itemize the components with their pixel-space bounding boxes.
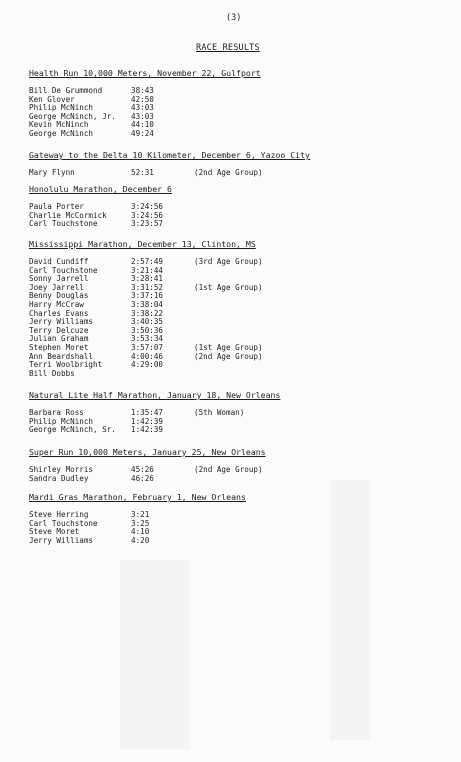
race-section bbox=[29, 492, 449, 545]
runner-name: Kevin McNinch bbox=[29, 120, 89, 130]
result-row bbox=[29, 466, 449, 475]
runner-name: Terry Delcuze bbox=[29, 325, 89, 335]
result-row bbox=[29, 475, 449, 484]
runner-time: 38:43 bbox=[131, 86, 154, 95]
results-list bbox=[29, 409, 449, 435]
result-row bbox=[29, 537, 449, 546]
result-row bbox=[29, 220, 449, 229]
runner-time: 3:31:52 bbox=[131, 282, 164, 292]
race-heading: Mississippi Marathon, December 13, Clinton, MS bbox=[29, 239, 256, 249]
runner-name: Philip McNinch bbox=[29, 416, 94, 426]
race-heading: Natural Lite Half Marathon, January 18, New Orleans bbox=[29, 390, 281, 400]
runner-name: George McNinch, Jr. bbox=[29, 111, 116, 121]
result-row bbox=[29, 318, 449, 327]
result-row bbox=[29, 301, 449, 310]
result-row bbox=[29, 426, 449, 435]
runner-time: 43:03 bbox=[131, 103, 154, 113]
runner-time: 4:00:46 bbox=[131, 351, 164, 361]
race-section bbox=[29, 184, 449, 229]
runner-name: George McNinch, Sr. bbox=[29, 425, 116, 435]
race-section bbox=[29, 68, 449, 139]
runner-name: Carl Touchstone bbox=[29, 219, 98, 229]
runner-name: Harry McCraw bbox=[29, 299, 84, 309]
runner-name: Sonny Jarrell bbox=[29, 274, 89, 284]
race-heading: Gateway to the Delta 10 Kilometer, December 6, Yazoo City bbox=[29, 150, 310, 160]
runner-name: Steve Herring bbox=[29, 510, 89, 519]
race-section bbox=[29, 390, 449, 435]
runner-time: 3:38:04 bbox=[131, 299, 164, 309]
runner-time: 3:53:34 bbox=[131, 334, 164, 344]
runner-name: Benny Douglas bbox=[29, 291, 89, 301]
runner-time: 3:28:41 bbox=[131, 274, 164, 284]
runner-name: Bill De Grummond bbox=[29, 86, 103, 95]
runner-note: (1st Age Group) bbox=[194, 342, 263, 352]
runner-time: 46:26 bbox=[131, 473, 154, 483]
runner-note: (2nd Age Group) bbox=[194, 465, 263, 474]
runner-time: 42:50 bbox=[131, 94, 154, 104]
runner-note: (2nd Age Group) bbox=[194, 351, 263, 361]
runner-time: 3:40:35 bbox=[131, 317, 164, 327]
runner-note: (5th Woman) bbox=[194, 408, 245, 417]
runner-time: 1:42:39 bbox=[131, 425, 164, 435]
runner-time: 3:57:07 bbox=[131, 342, 164, 352]
race-section bbox=[29, 239, 449, 378]
runner-name: Carl Touchstone bbox=[29, 518, 98, 528]
runner-time: 3:38:22 bbox=[131, 308, 164, 318]
results-list bbox=[29, 169, 449, 178]
runner-name: Barbara Ross bbox=[29, 408, 84, 417]
runner-time: 4:29:00 bbox=[131, 360, 164, 370]
runner-name: Sandra Dudley bbox=[29, 473, 89, 483]
result-row bbox=[29, 130, 449, 139]
runner-time: 4:20 bbox=[131, 535, 150, 545]
runner-name: Carl Touchstone bbox=[29, 265, 98, 275]
runner-name: Philip McNinch bbox=[29, 103, 94, 113]
runner-time: 3:25 bbox=[131, 518, 150, 528]
race-heading: Honolulu Marathon, December 6 bbox=[29, 184, 172, 194]
runner-name: Steve Moret bbox=[29, 527, 80, 537]
page-number: (3) bbox=[226, 13, 242, 23]
results-list bbox=[29, 511, 449, 545]
race-heading: Mardi Gras Marathon, February 1, New Orleans bbox=[29, 492, 246, 502]
result-row bbox=[29, 327, 449, 336]
runner-time: 52:31 bbox=[131, 168, 154, 177]
results-list bbox=[29, 87, 449, 139]
runner-time: 43:03 bbox=[131, 111, 154, 121]
runner-name: Jerry Williams bbox=[29, 317, 94, 327]
runner-name: Jerry Williams bbox=[29, 535, 94, 545]
race-section bbox=[29, 447, 449, 483]
race-heading: Health Run 10,000 Meters, November 22, Gulfport bbox=[29, 68, 261, 78]
result-row bbox=[29, 370, 449, 379]
results-list bbox=[29, 466, 449, 483]
runner-name: Ann Beardshall bbox=[29, 351, 94, 361]
runner-name: Shirley Morris bbox=[29, 465, 94, 474]
runner-time: 2:57:49 bbox=[131, 257, 164, 266]
runner-time: 3:21:44 bbox=[131, 265, 164, 275]
runner-time: 3:24:56 bbox=[131, 210, 164, 220]
runner-name: David Cundiff bbox=[29, 257, 89, 266]
runner-time: 3:21 bbox=[131, 510, 150, 519]
runner-name: Mary Flynn bbox=[29, 168, 75, 177]
runner-name: Ken Glover bbox=[29, 94, 75, 104]
runner-time: 3:37:16 bbox=[131, 291, 164, 301]
runner-name: Charles Evans bbox=[29, 308, 89, 318]
race-section bbox=[29, 150, 449, 178]
result-row bbox=[29, 87, 449, 96]
runner-time: 4:10 bbox=[131, 527, 150, 537]
runner-time: 3:23:57 bbox=[131, 219, 164, 229]
result-row bbox=[29, 113, 449, 122]
runner-note: (3rd Age Group) bbox=[194, 257, 263, 266]
result-row bbox=[29, 169, 449, 178]
results-list bbox=[29, 203, 449, 229]
result-row bbox=[29, 284, 449, 293]
runner-time: 1:42:39 bbox=[131, 416, 164, 426]
runner-time: 45:26 bbox=[131, 465, 154, 474]
runner-name: Terri Woolbright bbox=[29, 360, 103, 370]
runner-name: Julian Graham bbox=[29, 334, 89, 344]
scan-smudge bbox=[120, 560, 190, 750]
page-title: RACE RESULTS bbox=[196, 43, 260, 53]
runner-time: 1:35:47 bbox=[131, 408, 164, 417]
runner-name: Bill Dobbs bbox=[29, 368, 75, 378]
runner-note: (2nd Age Group) bbox=[194, 168, 263, 177]
result-row bbox=[29, 520, 449, 529]
runner-time: 3:24:56 bbox=[131, 202, 164, 211]
runner-time: 44:10 bbox=[131, 120, 154, 130]
runner-note: (1st Age Group) bbox=[194, 282, 263, 292]
runner-name: Stephen Moret bbox=[29, 342, 89, 352]
race-heading: Super Run 10,000 Meters, January 25, New Orleans bbox=[29, 447, 266, 457]
runner-time: 3:50:36 bbox=[131, 325, 164, 335]
runner-time: 49:24 bbox=[131, 128, 154, 138]
runner-name: Joey Jarrell bbox=[29, 282, 84, 292]
results-list bbox=[29, 258, 449, 378]
result-row bbox=[29, 267, 449, 276]
runner-name: Charlie McCormick bbox=[29, 210, 107, 220]
result-row bbox=[29, 292, 449, 301]
result-row bbox=[29, 361, 449, 370]
runner-name: Paula Porter bbox=[29, 202, 84, 211]
runner-name: George McNinch bbox=[29, 128, 94, 138]
